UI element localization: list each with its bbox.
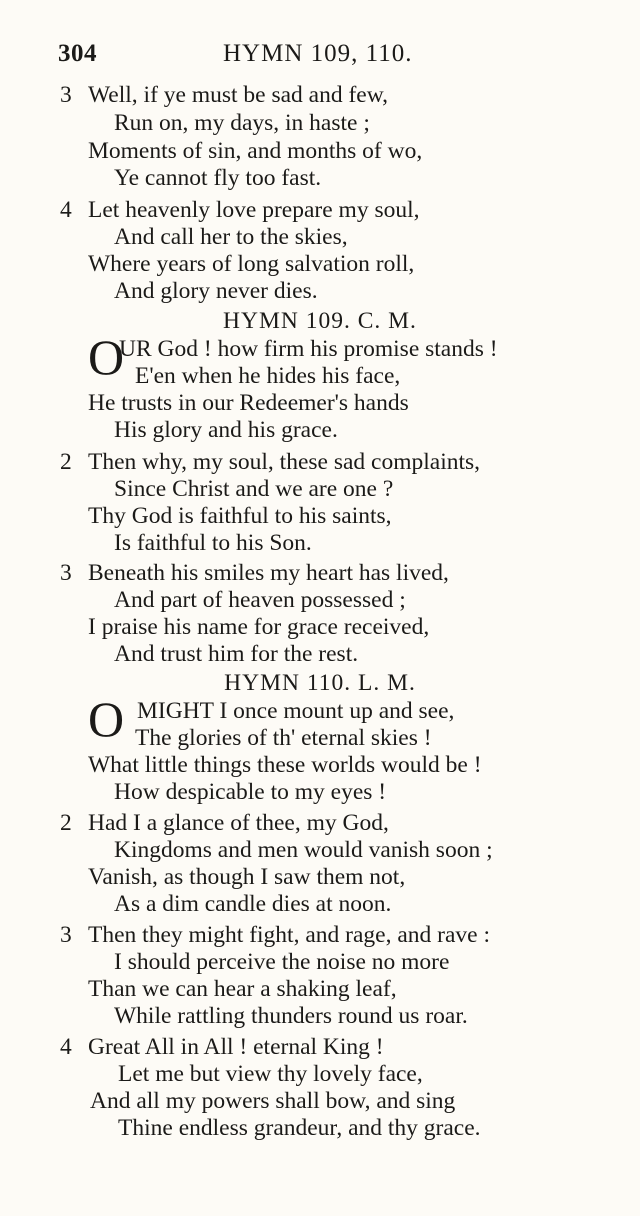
verse-line: While rattling thunders round us roar. <box>114 1003 468 1029</box>
hymn-title: HYMN 109. C. M. <box>223 308 417 334</box>
verse-line: His glory and his grace. <box>114 417 338 443</box>
verse-line: MIGHT I once mount up and see, <box>137 698 455 724</box>
verse-line: Vanish, as though I saw them not, <box>88 864 406 890</box>
verse-number: 2 <box>60 810 72 836</box>
verse-line: The glories of th' eternal skies ! <box>135 725 432 751</box>
verse-line: And part of heaven possessed ; <box>114 587 406 613</box>
page-header <box>58 40 578 74</box>
verse-line: Thy God is faithful to his saints, <box>88 503 392 529</box>
verse-line: Great All in All ! eternal King ! <box>88 1034 384 1060</box>
drop-cap: O <box>88 329 125 385</box>
hymn-title: HYMN 110. L. M. <box>224 670 416 696</box>
verse-line: As a dim candle dies at noon. <box>114 891 392 917</box>
verse-number: 4 <box>60 197 72 223</box>
verse-line: And glory never dies. <box>114 278 318 304</box>
verse-line: How despicable to my eyes ! <box>114 779 387 805</box>
verse-line: Ye cannot fly too fast. <box>114 165 322 191</box>
verse-line: And call her to the skies, <box>114 224 348 250</box>
verse-line: And trust him for the rest. <box>114 641 359 667</box>
verse-line: I should perceive the noise no more <box>114 949 450 975</box>
verse-line: Since Christ and we are one ? <box>114 476 394 502</box>
drop-cap: O <box>88 691 125 747</box>
verse-line: Then why, my soul, these sad complaints, <box>88 449 481 475</box>
verse-line: Run on, my days, in haste ; <box>114 110 370 136</box>
verse-line: He trusts in our Redeemer's hands <box>88 390 409 416</box>
verse-number: 4 <box>60 1034 72 1060</box>
verse-number: 3 <box>60 560 72 586</box>
verse-number: 3 <box>60 922 72 948</box>
verse-line: Is faithful to his Son. <box>114 530 312 556</box>
verse-line: What little things these worlds would be ! <box>88 752 482 778</box>
verse-line: Where years of long salvation roll, <box>88 251 415 277</box>
verse-line: Kingdoms and men would vanish soon ; <box>114 837 493 863</box>
verse-line: Well, if ye must be sad and few, <box>88 82 389 108</box>
verse-line: And all my powers shall bow, and sing <box>90 1088 456 1114</box>
verse-line: Had I a glance of thee, my God, <box>88 810 389 836</box>
page-number: 304 <box>58 40 97 67</box>
verse-number: 3 <box>60 82 72 108</box>
verse-line: Then they might fight, and rage, and rave : <box>88 922 490 948</box>
verse-line: Beneath his smiles my heart has lived, <box>88 560 449 586</box>
verse-line: Moments of sin, and months of wo, <box>88 138 423 164</box>
verse-line: E'en when he hides his face, <box>135 363 401 389</box>
verse-line: I praise his name for grace received, <box>88 614 430 640</box>
verse-line: Than we can hear a shaking leaf, <box>88 976 397 1002</box>
verse-line: Thine endless grandeur, and thy grace. <box>118 1115 481 1141</box>
verse-line: Let me but view thy lovely face, <box>118 1061 423 1087</box>
verse-line: UR God ! how firm his promise stands ! <box>119 336 498 362</box>
running-title: HYMN 109, 110. <box>223 40 413 67</box>
verse-line: Let heavenly love prepare my soul, <box>88 197 420 223</box>
verse-number: 2 <box>60 449 72 475</box>
